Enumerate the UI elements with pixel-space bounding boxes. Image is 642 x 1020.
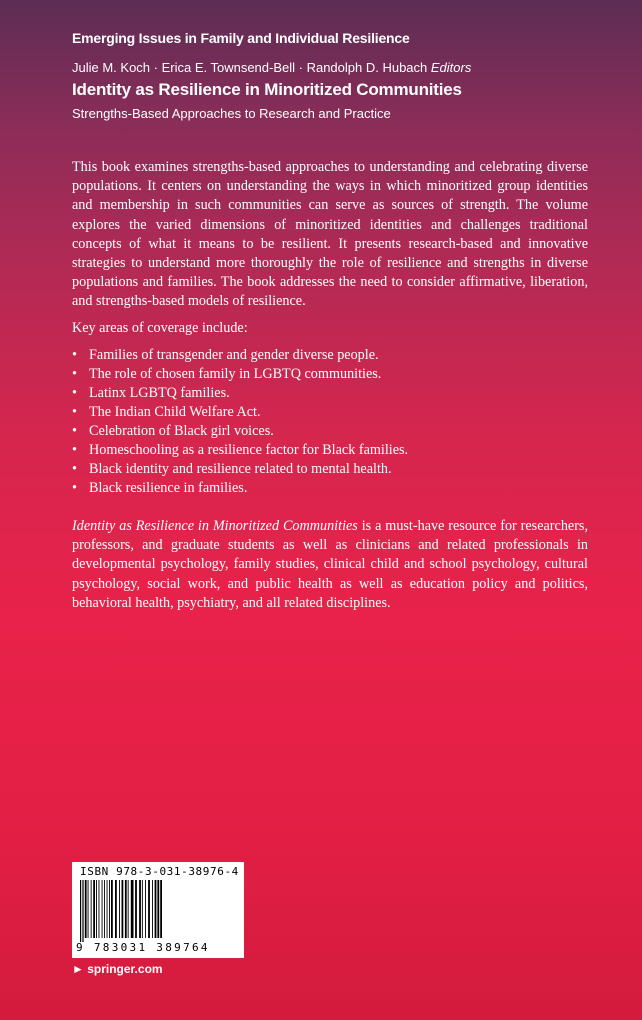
book-title: Identity as Resilience in Minoritized Communities — [72, 80, 462, 99]
list-item: • Homeschooling as a resilience factor for Black families. — [72, 442, 409, 458]
list-item: • Latinx LGBTQ families. — [72, 385, 230, 401]
isbn-label: ISBN 978-3-031-38976-4 — [80, 865, 239, 878]
key-areas-list — [72, 346, 592, 498]
bullet-icon: • — [72, 442, 77, 458]
list-item: • Families of transgender and gender diverse people. — [72, 347, 379, 363]
bullet-icon: • — [72, 366, 77, 382]
bullet-icon: • — [72, 461, 77, 477]
barcode-bars — [78, 880, 238, 942]
publisher-website: ► springer.com — [72, 962, 163, 976]
bullet-icon: • — [72, 347, 77, 363]
barcode-digits: 9 783031 389764 — [76, 941, 210, 954]
book-description: This book examines strengths-based approaches to understanding and celebrating diverse populations. It centers on understanding the ways in which minoritized group identities and membership in such communities can serve as sources of strength. The volume explores the varied dimensions of minoritized identities and challenges traditional concepts of what it means to be resilient. It presents research-based and innovative strategies to understand more thoroughly the role of resilience and strengths in diverse populations and families. The book addresses the need to consider affirmative, liberation, and strengths-based models of resilience. — [72, 159, 588, 310]
editors-role: Editors — [430, 60, 472, 75]
bullet-icon: • — [72, 423, 77, 439]
editor-names: Julie M. Koch · Erica E. Townsend-Bell · Randolph D. Hubach — [72, 60, 428, 75]
closing-book-title: Identity as Resilience in Minoritized Communities — [72, 518, 358, 534]
isbn-barcode — [72, 862, 244, 958]
list-item: • Celebration of Black girl voices. — [72, 423, 274, 439]
list-item: • Black resilience in families. — [72, 480, 248, 496]
list-item: • Black identity and resilience related to mental health. — [72, 461, 392, 477]
closing-text: is a must-have resource for researchers, professors, and graduate students as well as clinicians and related professionals in developmental psychology, family studies, clinical child and school psychology, cultural psychology, social work, and public health as well as education policy and politics, behavioral health, psychiatry, and all related disciplines. — [72, 518, 588, 611]
bullet-icon: • — [72, 480, 77, 496]
bullet-icon: • — [72, 404, 77, 420]
list-item: • The role of chosen family in LGBTQ communities. — [72, 366, 382, 382]
key-areas-heading: Key areas of coverage include: — [72, 320, 248, 336]
editors-line — [72, 60, 471, 75]
list-item: • The Indian Child Welfare Act. — [72, 404, 261, 420]
bullet-icon: • — [72, 385, 77, 401]
closing-paragraph — [72, 517, 588, 613]
book-subtitle: Strengths-Based Approaches to Research and Practice — [72, 106, 391, 121]
series-title: Emerging Issues in Family and Individual Resilience — [72, 30, 410, 46]
